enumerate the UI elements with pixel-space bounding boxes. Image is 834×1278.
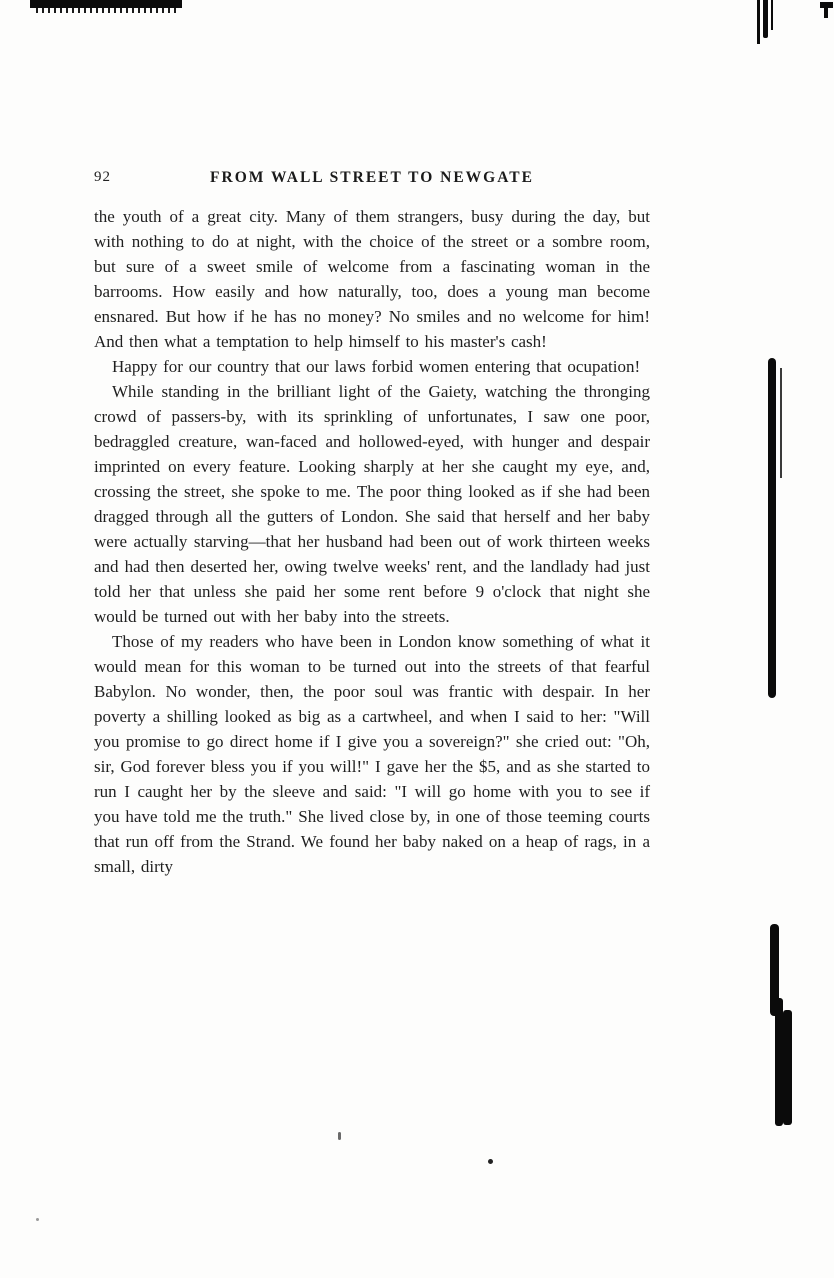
- paragraph: Happy for our country that our laws forbid women entering that ocupation!: [112, 357, 641, 376]
- scan-artifact-top-left-ticks: [36, 8, 176, 13]
- scan-artifact-right-streak: [783, 1010, 792, 1125]
- paragraph: the youth of a great city. Many of them strangers, busy during the day, but with nothing to do at night, with the choice of the street or a sombre room, but sure of a sweet smile of welcome from a fascinating woman in the barrooms. How easily and how naturally, too, does a young man become ensnared. But how if he has no money? No smiles and no welcome for him! And then what a temptation to help himself to his master's cash!: [94, 207, 650, 351]
- scan-artifact-mark: [338, 1132, 341, 1140]
- paragraph: While standing in the brilliant light of the Gaiety, watching the thronging crowd of passers-by, with its sprinkling of unfortunates, I saw one poor, bedraggled creature, wan-faced and hollowed-eyed, with hunger and despair imprinted on every feature. Looking sharply at her she caught my eye, and, crossing the street, she spoke to me. The poor thing looked as if she had been dragged through all the gutters of London. She said that herself and her baby were actually starving—that her husband had been out of work thirteen weeks and had then deserted her, owing twelve weeks' rent, and the landlady had just told her that unless she paid her some rent before 9 o'clock that night she would be turned out with her baby into the streets.: [94, 382, 650, 626]
- body-text: [94, 204, 650, 879]
- scan-artifact-top-right-stroke: [757, 0, 760, 44]
- paragraph: Those of my readers who have been in London know something of what it would mean for this woman to be turned out into the streets of that fearful Babylon. No wonder, then, the poor soul was frantic with despair. In her poverty a shilling looked as big as a cartwheel, and when I said to her: "Will you promise to go direct home if I give you a sovereign?" she cried out: "Oh, sir, God forever bless you if you will!" I gave her the $5, and as she started to run I caught her by the sleeve and said: "I will go home with you to see if you have told me the truth." She lived close by, in one of those teeming courts that run off from the Strand. We found her baby naked on a heap of rags, in a small, dirty: [94, 632, 650, 876]
- page-content: [94, 166, 650, 879]
- scan-artifact-corner-mark: [824, 2, 828, 18]
- scan-artifact-right-streak: [780, 368, 782, 478]
- scan-artifact-dot: [36, 1218, 39, 1221]
- scan-artifact-dot: [488, 1159, 493, 1164]
- page-header: [94, 166, 650, 192]
- scan-artifact-top-right-stroke: [763, 0, 768, 38]
- scan-artifact-right-streak: [775, 998, 783, 1126]
- scan-artifact-top-right-stroke: [771, 0, 773, 30]
- scan-artifact-right-streak: [768, 358, 776, 698]
- running-title: FROM WALL STREET TO NEWGATE: [210, 169, 534, 186]
- page-number: 92: [94, 169, 111, 185]
- scan-artifact-top-left-bar: [30, 0, 182, 8]
